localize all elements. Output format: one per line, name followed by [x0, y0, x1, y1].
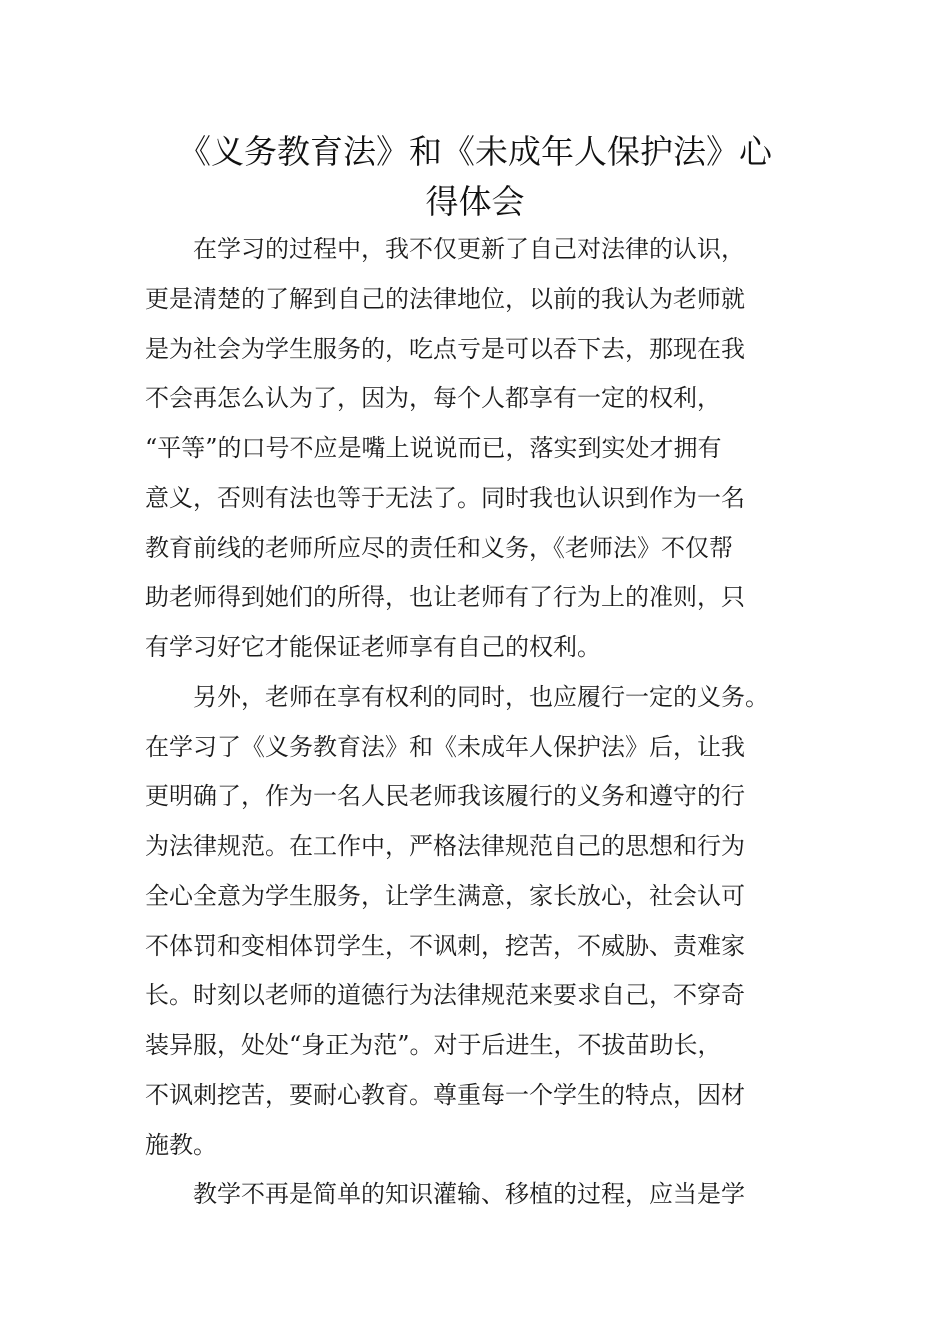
- body-line-5: “平等”的口号不应是嘴上说说而已，落实到实处才拥有: [145, 434, 722, 462]
- body-line-4: 不会再怎么认为了，因为，每个人都享有一定的权利，: [145, 384, 721, 412]
- body-line-15: 不体罚和变相体罚学生，不讽刺，挖苦，不威胁、责难家: [145, 932, 745, 960]
- body-line-14: 全心全意为学生服务，让学生满意，家长放心，社会认可: [145, 882, 745, 910]
- body-line-13: 为法律规范。在工作中，严格法律规范自己的思想和行为: [145, 832, 745, 860]
- body-line-7: 教育前线的老师所应尽的责任和义务，《老师法》不仅帮: [145, 534, 733, 562]
- body-line-11: 在学习了《义务教育法》和《未成年人保护法》后，让我: [145, 733, 745, 761]
- body-line-3: 是为社会为学生服务的，吃点亏是可以吞下去，那现在我: [145, 335, 745, 363]
- body-line-10: 另外，老师在享有权利的同时，也应履行一定的义务。: [145, 683, 769, 711]
- body-line-16: 长。时刻以老师的道德行为法律规范来要求自己，不穿奇: [145, 981, 745, 1009]
- body-line-12: 更明确了，作为一名人民老师我该履行的义务和遵守的行: [145, 782, 745, 810]
- document-title-line-1: 《义务教育法》和《未成年人保护法》心: [178, 132, 772, 171]
- document-title-line-2: 得体会: [425, 182, 525, 221]
- body-line-20: 教学不再是简单的知识灌输、移植的过程，应当是学: [145, 1180, 745, 1208]
- body-line-8: 助老师得到她们的所得，也让老师有了行为上的准则，只: [145, 583, 745, 611]
- body-line-18: 不讽刺挖苦，要耐心教育。尊重每一个学生的特点，因材: [145, 1081, 745, 1109]
- body-line-6: 意义，否则有法也等于无法了。同时我也认识到作为一名: [145, 484, 745, 512]
- body-line-19: 施教。: [145, 1131, 217, 1159]
- body-line-1: 在学习的过程中，我不仅更新了自己对法律的认识，: [145, 235, 745, 263]
- body-line-17: 装异服，处处“身正为范”。对于后进生，不拔苗助长，: [145, 1031, 722, 1059]
- body-line-9: 有学习好它才能保证老师享有自己的权利。: [145, 633, 601, 661]
- body-line-2: 更是清楚的了解到自己的法律地位，以前的我认为老师就: [145, 285, 745, 313]
